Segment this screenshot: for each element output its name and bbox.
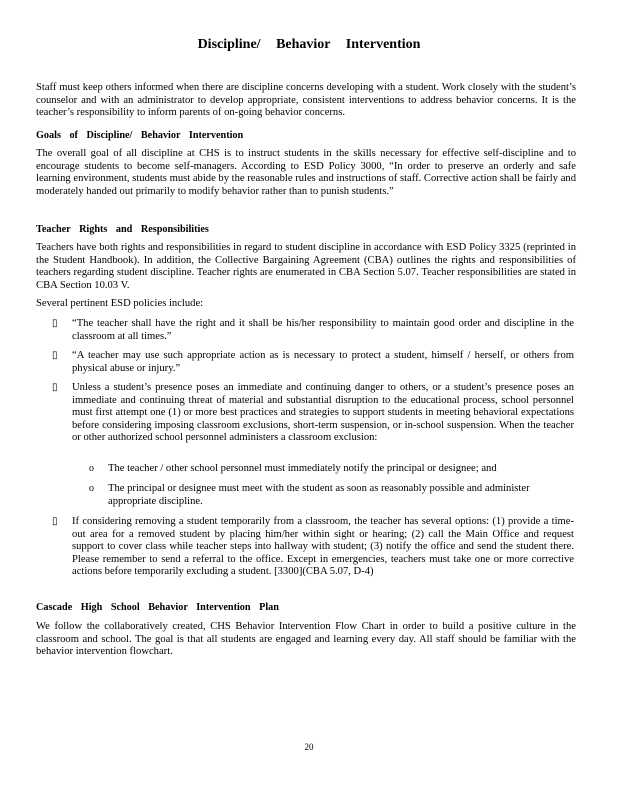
plan-paragraph: We follow the collaboratively created, CHS Behavior Intervention Flow Chart in order to build a positive culture in the classroom and school. The goal is that all students are engaged and learning every day. All staff should be familiar with the behavior intervention flowchart.: [36, 621, 576, 658]
policy-bullet: “A teacher may use such appropriate action as is necessary to protect a student, himself / herself, or others from physical abuse or injury.”: [72, 350, 574, 374]
goals-paragraph: The overall goal of all discipline at CHS is to instruct students in the skills necessary for effective self-discipline and to encourage students to become self-managers. According to ESD Policy 3000, “In order to preserve an orderly and safe learning environment, students must abide by the reasonable rules and instructions of staff. Corrective action shall be fairly and moderately handed out primarily to modify behavior rather than to punish students.”: [36, 148, 576, 197]
bullet-icon: ▯: [52, 516, 58, 527]
policy-bullet: Unless a student’s presence poses an immediate and continuing danger to others, or a student’s presence poses an immediate and continuing threat of material and substantial disruption to the educational process, school personnel must first attempt one (1) or more best practices and strategies to support students in meeting behavioral expectations before considering imposing classroom exclusions, short-term suspension, or in-school suspension. When the teacher or other authorized school personnel administers a classroom exclusion:: [72, 382, 574, 444]
teacher-rights-heading: Teacher Rights and Responsibilities: [36, 224, 209, 235]
sub-bullet-icon: o: [89, 483, 94, 494]
bullet-icon: ▯: [52, 350, 58, 361]
policies-intro: Several pertinent ESD policies include:: [36, 298, 204, 309]
plan-heading: Cascade High School Behavior Intervention Plan: [36, 602, 279, 613]
goals-heading: Goals of Discipline/ Behavior Intervention: [36, 130, 244, 141]
sub-bullet-icon: o: [89, 463, 94, 474]
policy-bullet: “The teacher shall have the right and it shall be his/her responsibility to maintain good order and discipline in the classroom at all times.”: [72, 318, 574, 342]
sub-bullet: The principal or designee must meet with the student as soon as reasonably possible and administer appropriate discipline.: [108, 483, 530, 507]
intro-paragraph: Staff must keep others informed when there are discipline concerns developing with a student. Work closely with the student’s counselor and with an administrator to develop appropriate, consistent interventions to address behavior concerns. It is the teacher’s responsibility to inform parents of on-going behavior concerns.: [36, 82, 576, 119]
bullet-icon: ▯: [52, 382, 58, 393]
page-title: Discipline/ Behavior Intervention: [197, 37, 421, 52]
bullet-icon: ▯: [52, 318, 58, 329]
sub-bullet: The teacher / other school personnel must immediately notify the principal or designee; and: [108, 463, 497, 474]
policy-bullet: If considering removing a student temporarily from a classroom, the teacher has several options: (1) provide a time-out area for a removed student by placing him/her within sight or hearing; (2) call the Main Office and request support to cover class while teacher steps into hallway with student; (3) notify the office and send the student there. Please remember to send a referral to the office. Except in emergencies, teachers must take one or more corrective actions before temporarily excluding a student. [3300](CBA 5.07, D-4): [72, 516, 574, 578]
teacher-rights-paragraph: Teachers have both rights and responsibilities in regard to student discipline in accordance with ESD Policy 3325 (reprinted in the Student Handbook). In addition, the Collective Bargaining Agreement (CBA) outlines the rights and responsibilities of teachers regarding student discipline. Teacher rights are enumerated in CBA Section 5.07. Teacher responsibilities are stated in CBA Section 10.03 V.: [36, 242, 576, 291]
page-number: 20: [304, 742, 314, 752]
